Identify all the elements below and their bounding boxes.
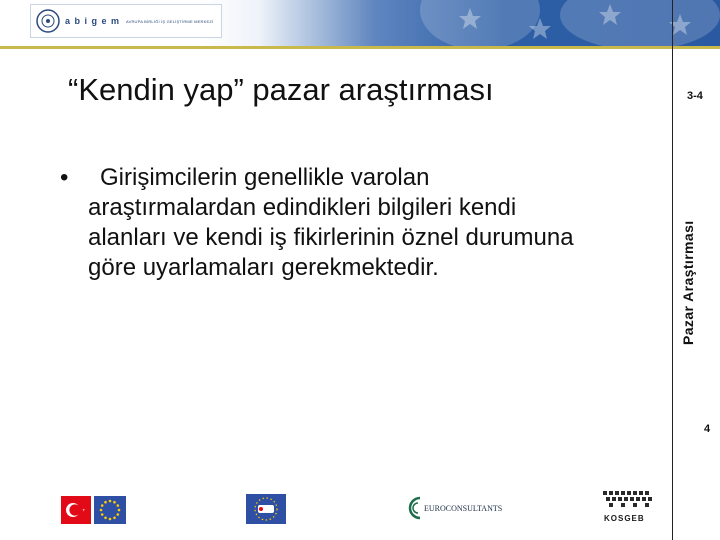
- euroconsultants-text: EUROCONSULTANTS: [424, 503, 503, 513]
- slide-code: 3-4: [687, 90, 703, 102]
- turkey-flag-icon: [61, 496, 91, 524]
- abigem-badge-icon: [246, 494, 286, 524]
- slide-title: “Kendin yap” pazar araştırması: [68, 72, 494, 107]
- abigem-emblem-icon: [35, 8, 61, 34]
- eu-flag-icon: [94, 496, 126, 524]
- euroconsultants-logo: [408, 494, 502, 522]
- bullet-dot: •: [60, 164, 69, 191]
- vertical-divider: [672, 0, 673, 540]
- bullet-text: Girişimcilerin genellikle varolan araştırmalardan edindikleri bilgileri kendi alanları ve kendi iş fikirlerinin öznel durumuna göre uyarlamaları gerekmektedir.: [88, 164, 574, 281]
- page-number: 4: [704, 423, 711, 435]
- side-section-label: Pazar Araştırması: [680, 220, 696, 345]
- abigem-logo-text: a b i g e m: [65, 16, 121, 26]
- abigem-logo-subtitle: AVRUPA BİRLİĞİ İŞ GELİŞTİRME MERKEZİ: [126, 18, 214, 24]
- kosgeb-emblem-icon: [601, 489, 657, 509]
- header-banner: [0, 0, 720, 46]
- header-divider: [0, 46, 720, 49]
- euroconsultants-emblem-icon: [408, 494, 422, 522]
- kosgeb-logo: [601, 489, 657, 521]
- bullet-item: [60, 163, 590, 283]
- abigem-logo: [30, 4, 222, 38]
- kosgeb-text: KOSGEB: [604, 514, 645, 523]
